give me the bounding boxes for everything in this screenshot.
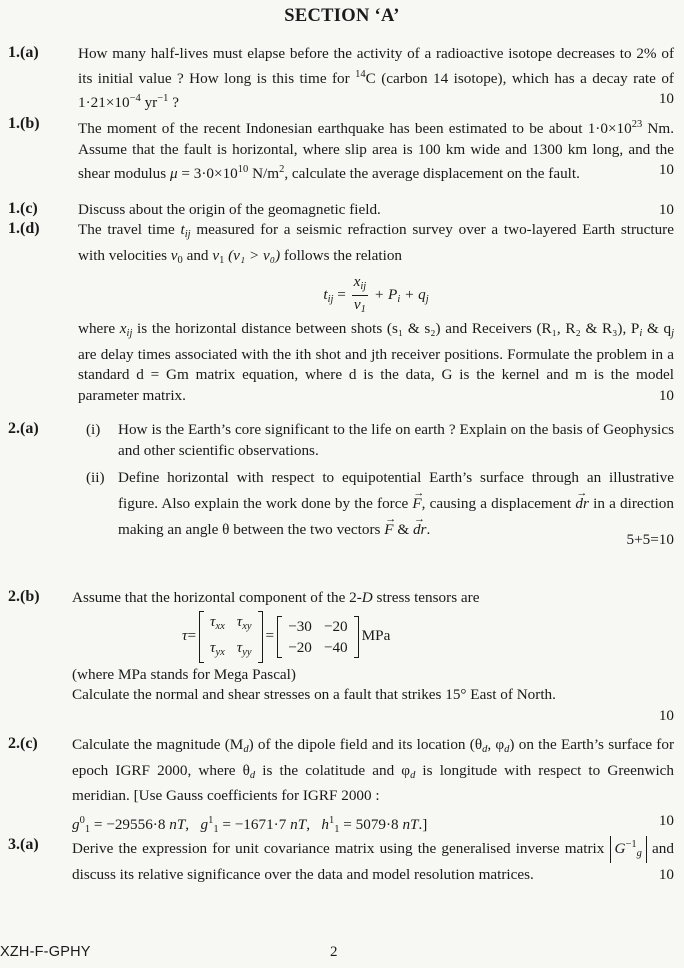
stress-tensor-values: −30 −20 −20 −40 <box>277 616 359 658</box>
question-2b-text: Assume that the horizontal component of the 2-D stress tensors are τ = $\tau_{xx}$ $\tau_{xy}$ $\tau_{yx}$ $\tau_{yy}$ = −30 −20 −20 −40 MPa (where MPa stands for Mega Pascal) Calculate the normal and shear stresses on a fault that strikes 15° East of North. 10 <box>72 588 674 726</box>
question-label-3a: 3.(a) <box>8 836 39 853</box>
marks-1b: 10 <box>658 161 674 178</box>
question-label-2a: 2.(a) <box>8 420 39 437</box>
section-title: SECTION ‘A’ <box>284 6 400 26</box>
marks-1d: 10 <box>658 386 674 404</box>
question-1c-text: Discuss about the origin of the geomagnetic field. 10 <box>78 200 674 221</box>
question-1d-text: The travel time $t_{ij}$ measured for a seismic refraction survey over a two-layered Earth structure with velocities $v_0$ and $v_1$ (v₁ > v₀) follows the relation $t_{ij}$ = $\frac{x_{ij}}{v_1}$ + $P_i + q_j$ where $x_{ij}$ is the horizontal distance between shots (s₁ & s₂) and Receivers (R₁, R₂ & R₃), $P_i$ & $q_j$ are delay times associated with the ith shot and jth receiver positions. Formulate the problem in a standard d = Gm matrix equation, where d is the data, G is the kernel and m is the model parameter matrix. 10 <box>78 220 674 406</box>
marks-2b: 10 <box>658 706 674 724</box>
question-2c-text: Calculate the magnitude $(M_d)$ of the dipole field and its location ($\theta_d$, $\varphi_d$) on the Earth’s surface for epoch IGRF 2000, where $\theta_d$ is the colatitude and $\varphi_d$ is longitude with respect to Greenwich meridian. [Use Gauss coefficients for IGRF 2000 : $g^0_1 = -29556\cdot 8$ nT, $g^1_1 = -1671\cdot 7$ nT, $h^1_1 = 5079\cdot 8$ nT.] 10 <box>72 736 675 835</box>
question-2a-part-ii: (ii) Define horizontal with respect to equipotential Earth’s surface through an illustrative figure. Also explain the work done by the force → F, causing a displacement → dr in a direction making an angle θ between the two vectors → F & → dr. 5+5=10 <box>78 465 674 543</box>
stress-tensor-symbolic: $\tau_{xx}$ $\tau_{xy}$ $\tau_{yx}$ $\tau_{yy}$ <box>199 611 263 663</box>
question-label-1b: 1.(b) <box>8 115 40 132</box>
travel-time-equation: $t_{ij}$ = $\frac{x_{ij}}{v_1}$ + $P_i + q_j$ <box>323 273 429 316</box>
question-2a-text <box>78 420 674 553</box>
marks-2a: 5+5=10 <box>626 531 674 548</box>
marks-3a: 10 <box>658 866 674 883</box>
question-label-1c: 1.(c) <box>8 200 38 217</box>
marks-1a: 10 <box>658 90 674 107</box>
question-2a-part-i: (i) How is the Earth’s core significant to the life on earth ? Explain on the basis of Geophysics and other scientific observations. <box>86 421 674 459</box>
question-3a-text: Derive the expression for unit covariance matrix using the generalised inverse matrix $G^{-1}_g$ and discuss its relative significance over the data and model resolution matrices. 10 <box>72 836 674 886</box>
question-label-1a: 1.(a) <box>8 44 39 61</box>
marks-1c: 10 <box>658 201 674 218</box>
exam-code: XZH-F-GPHY <box>0 944 91 960</box>
question-label-1d: 1.(d) <box>8 220 40 237</box>
marks-2c: 10 <box>658 811 674 829</box>
question-1b-text: The moment of the recent Indonesian earthquake has been estimated to be about $1\cdot 0\times 10^{23}$ Nm. Assume that the fault is horizontal, where slip area is 100 km wide and 1300 km long, and the shear modulus $\mu = 3\cdot 0\times 10^{10}$ $N/m^2$, calculate the average displacement on the fault. 10 <box>78 119 674 182</box>
stress-tensor-equation: τ = $\tau_{xx}$ $\tau_{xy}$ $\tau_{yx}$ $\tau_{yy}$ = −30 −20 −20 −40 MPa <box>182 613 674 661</box>
question-label-2c: 2.(c) <box>8 735 38 752</box>
question-label-2b: 2.(b) <box>8 588 40 605</box>
page-number: 2 <box>330 944 338 960</box>
question-1a-text: How many half-lives must elapse before the activity of a radioactive isotope decreases to 2% of its initial value ? How long is this time for $^{14}$C (carbon 14 isotope), which has a decay rate of $1\cdot 21\times 10^{-4}$ $yr^{-1}$ ? 10 <box>78 45 674 111</box>
